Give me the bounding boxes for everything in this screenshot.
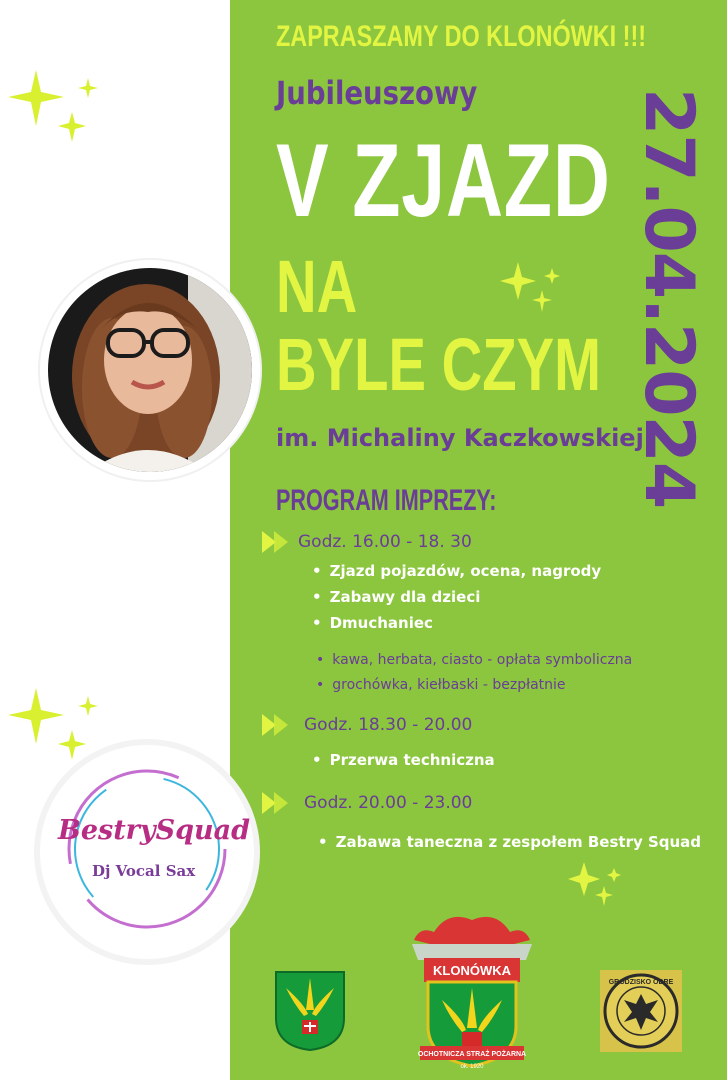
- event-date-text: 27.04.2024: [629, 88, 708, 509]
- sparkle-icon: [8, 688, 103, 768]
- fire-brigade-emblem-icon: [404, 910, 540, 1074]
- list-item: • Przerwa techniczna: [312, 751, 495, 769]
- sparkle-icon: [8, 70, 103, 150]
- portrait-photo: [48, 268, 252, 472]
- subtitle: Jubileuszowy: [276, 74, 478, 112]
- eagle-seal-icon: [600, 970, 682, 1052]
- sparkle-icon: [566, 862, 626, 912]
- coat-of-arms-icon: [274, 970, 346, 1052]
- band-logo-tagline: Dj Vocal Sax: [92, 862, 196, 880]
- program-heading: PROGRAM IMPREZY:: [276, 484, 497, 517]
- time-slot-2: Godz. 18.30 - 20.00: [304, 715, 473, 735]
- event-date: [600, 88, 710, 509]
- fire-brigade-subtitle: OCHOTNICZA STRAŻ POŻARNA: [417, 1051, 527, 1058]
- gmina-seal-text: GRODZISKO ODRE: [608, 979, 674, 986]
- arrow-bullet-icon: [262, 792, 292, 814]
- list-item: • Zabawa taneczna z zespołem Bestry Squad: [318, 833, 701, 851]
- title-line-1: V ZJAZD: [276, 123, 611, 239]
- title-line-3: BYLE CZYM: [276, 323, 601, 406]
- list-item: • kawa, herbata, ciasto - opłata symboliczna: [316, 652, 632, 668]
- arrow-bullet-icon: [262, 531, 292, 553]
- band-logo-ring-icon: [56, 758, 238, 940]
- time-slot-1: Godz. 16.00 - 18. 30: [298, 532, 472, 552]
- list-item: • Zabawy dla dzieci: [312, 588, 480, 606]
- band-logo-name: BestrySquad: [58, 815, 250, 846]
- dedication: im. Michaliny Kaczkowskiej: [276, 424, 644, 452]
- title-line-2: NA: [276, 245, 358, 328]
- headline: ZAPRASZAMY DO KLONÓWKI !!!: [276, 20, 647, 53]
- list-item: • grochówka, kiełbaski - bezpłatnie: [316, 677, 566, 693]
- time-slot-3: Godz. 20.00 - 23.00: [304, 793, 473, 813]
- arrow-bullet-icon: [262, 714, 292, 736]
- list-item: • Dmuchaniec: [312, 614, 433, 632]
- fire-brigade-year: ok. 1920: [460, 1064, 484, 1070]
- sparkle-icon: [498, 262, 564, 318]
- list-item: • Zjazd pojazdów, ocena, nagrody: [312, 562, 601, 580]
- fire-brigade-name: KLONÓWKA: [433, 963, 511, 978]
